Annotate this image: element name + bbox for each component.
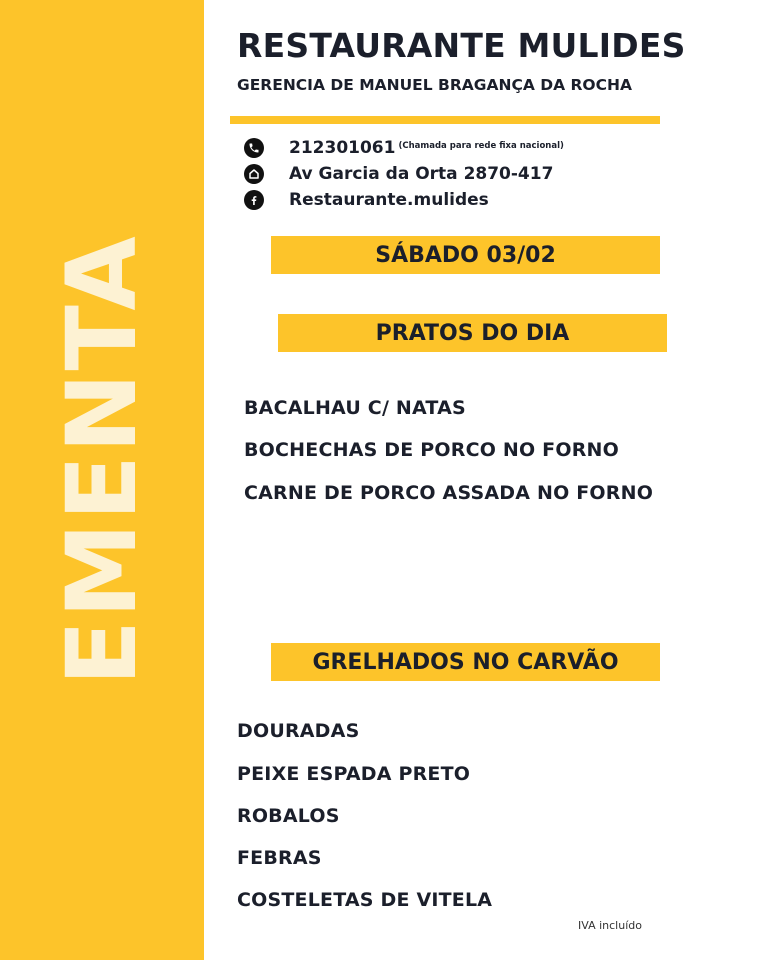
grelhados-item: FEBRAS xyxy=(237,847,322,869)
address: Av Garcia da Orta 2870-417 xyxy=(289,164,554,184)
phone-note: (Chamada para rede fixa nacional) xyxy=(398,141,564,151)
phone-number: 212301061 xyxy=(289,138,396,158)
phone-icon xyxy=(244,138,264,158)
grelhados-item: DOURADAS xyxy=(237,720,360,742)
facebook-icon xyxy=(244,190,264,210)
home-icon xyxy=(244,164,264,184)
facebook-page: Restaurante.mulides xyxy=(289,190,489,210)
pratos-heading: PRATOS DO DIA xyxy=(375,320,570,346)
contact-phone-row xyxy=(244,137,564,159)
contact-address-row xyxy=(244,163,553,185)
vat-note: IVA incluído xyxy=(578,919,642,932)
date-label: SÁBADO 03/02 xyxy=(375,242,556,268)
vertical-title: EMENTA xyxy=(46,234,158,686)
grelhados-item: ROBALOS xyxy=(237,805,340,827)
management-subtitle: GERENCIA DE MANUEL BRAGANÇA DA ROCHA xyxy=(237,76,632,94)
side-band xyxy=(0,0,204,960)
pratos-item: BACALHAU C/ NATAS xyxy=(244,397,466,419)
pratos-item: CARNE DE PORCO ASSADA NO FORNO xyxy=(244,482,654,504)
restaurant-name: RESTAURANTE MULIDES xyxy=(237,26,686,65)
contact-facebook-row xyxy=(244,189,489,211)
header-divider xyxy=(230,116,660,124)
grelhados-banner xyxy=(271,643,660,681)
pratos-banner xyxy=(278,314,667,352)
date-banner xyxy=(271,236,660,274)
grelhados-item: COSTELETAS DE VITELA xyxy=(237,889,493,911)
grelhados-item: PEIXE ESPADA PRETO xyxy=(237,763,471,785)
pratos-item: BOCHECHAS DE PORCO NO FORNO xyxy=(244,439,619,461)
grelhados-heading: GRELHADOS NO CARVÃO xyxy=(312,649,619,675)
